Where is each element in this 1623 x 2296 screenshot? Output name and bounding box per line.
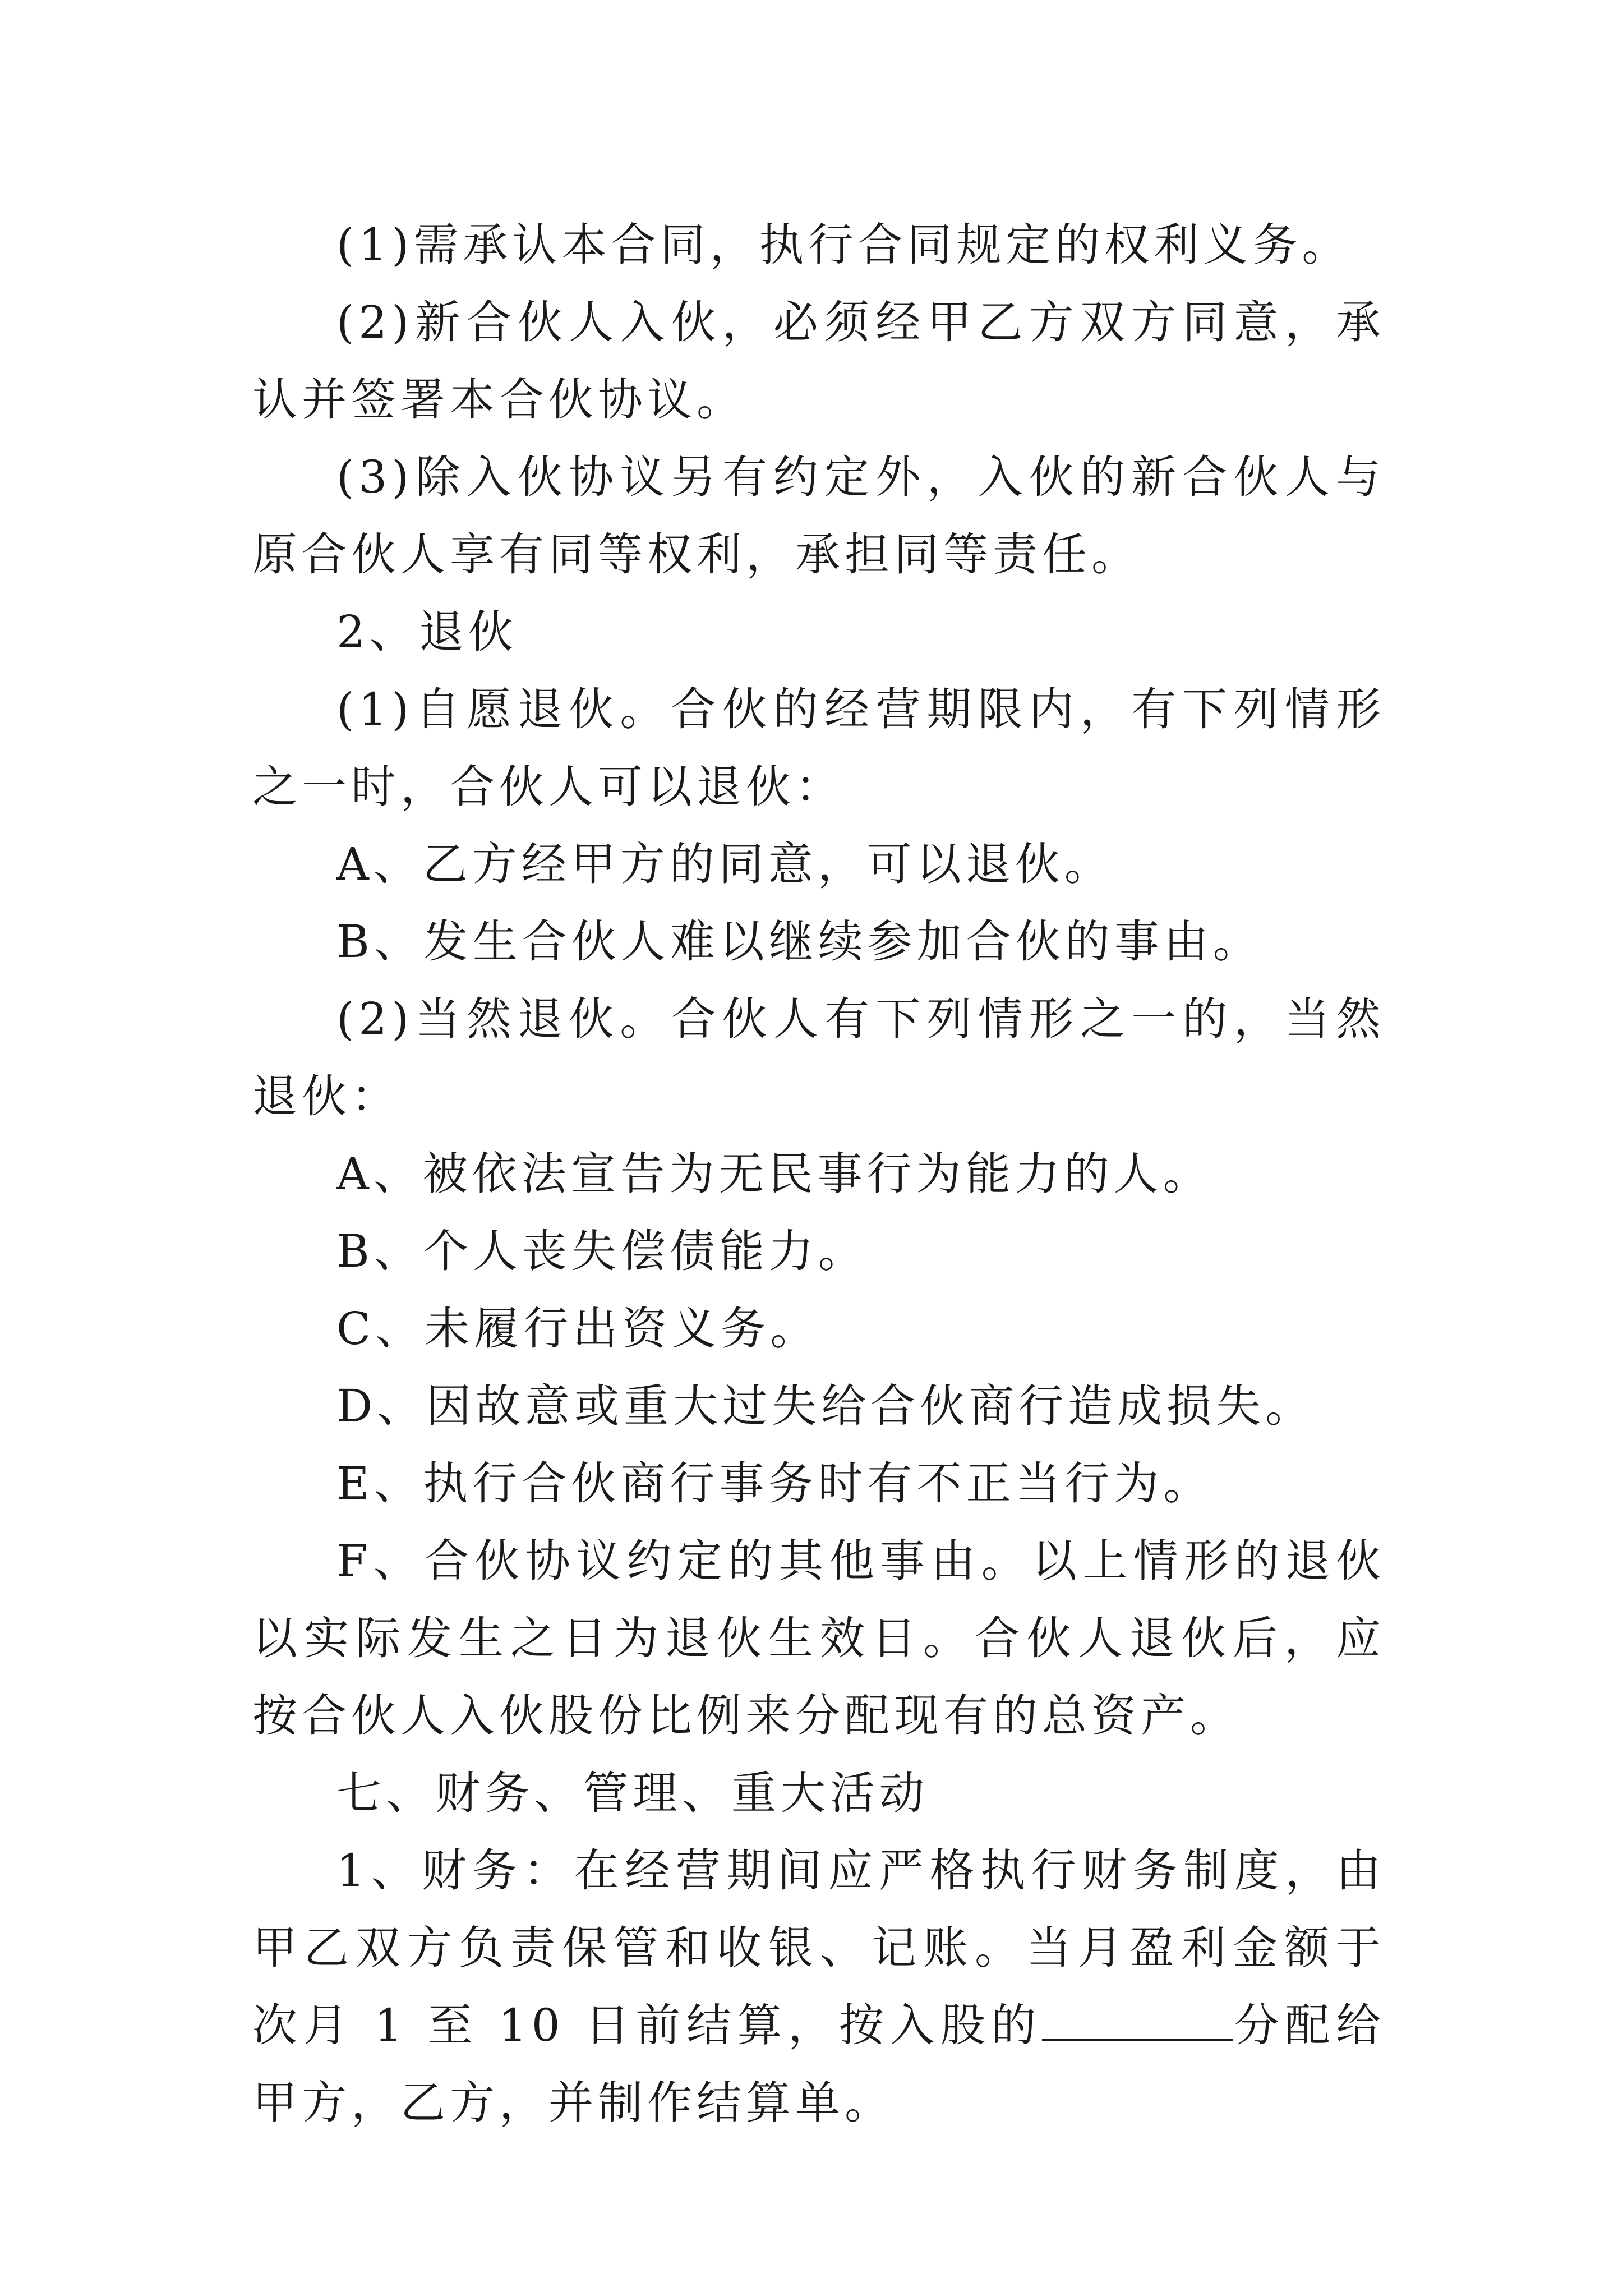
paragraph-automatic-withdrawal: (2)当然退伙。合伙人有下列情形之一的，当然退伙： [252, 993, 1385, 1122]
list-item-e: E、执行合伙商行事务时有不正当行为。 [336, 1457, 1213, 1510]
list-item-d: D、因故意或重大过失给合伙商行造成损失。 [336, 1380, 1315, 1432]
finance-text-before: 1、财务：在经营期间应严格执行财务制度，由甲乙双方负责保管和收银、记账。当月盈利金额于次月 1 至 10 日前结算，按入股的 [252, 1844, 1385, 2051]
list-item-b2: B、个人丧失偿债能力。 [336, 1225, 868, 1277]
paragraph-2: (2)新合伙人入伙，必须经甲乙方双方同意，承认并签署本合伙协议。 [252, 296, 1385, 426]
section-heading-withdrawal: 2、退伙 [336, 606, 518, 658]
paragraph-3: (3)除入伙协议另有约定外，入伙的新合伙人与原合伙人享有同等权利，承担同等责任。 [252, 451, 1385, 581]
list-item-c: C、未履行出资义务。 [336, 1303, 820, 1355]
section-heading-finance: 七、财务、管理、重大活动 [336, 1767, 929, 1819]
paragraph-1: (1)需承认本合同，执行合同规定的权利义务。 [336, 219, 1352, 271]
finance-text-after: 分配给甲方，乙方，并制作结算单。 [252, 1999, 1385, 2129]
paragraph-voluntary-withdrawal: (1)自愿退伙。合伙的经营期限内，有下列情形之一时，合伙人可以退伙： [252, 683, 1385, 813]
list-item-a2: A、被依法宣告为无民事行为能力的人。 [336, 1148, 1212, 1200]
paragraph-finance [252, 1832, 1385, 2142]
list-item-a: A、乙方经甲方的同意，可以退伙。 [336, 838, 1114, 890]
list-item-b: B、发生合伙人难以继续参加合伙的事由。 [336, 915, 1262, 968]
list-item-f: F、合伙协议约定的其他事由。以上情形的退伙以实际发生之日为退伙生效日。合伙人退伙后，应按合伙人入伙股份比例来分配现有的总资产。 [252, 1535, 1385, 1742]
document-body [252, 206, 1385, 2142]
fill-in-blank[interactable] [1042, 1999, 1233, 2041]
